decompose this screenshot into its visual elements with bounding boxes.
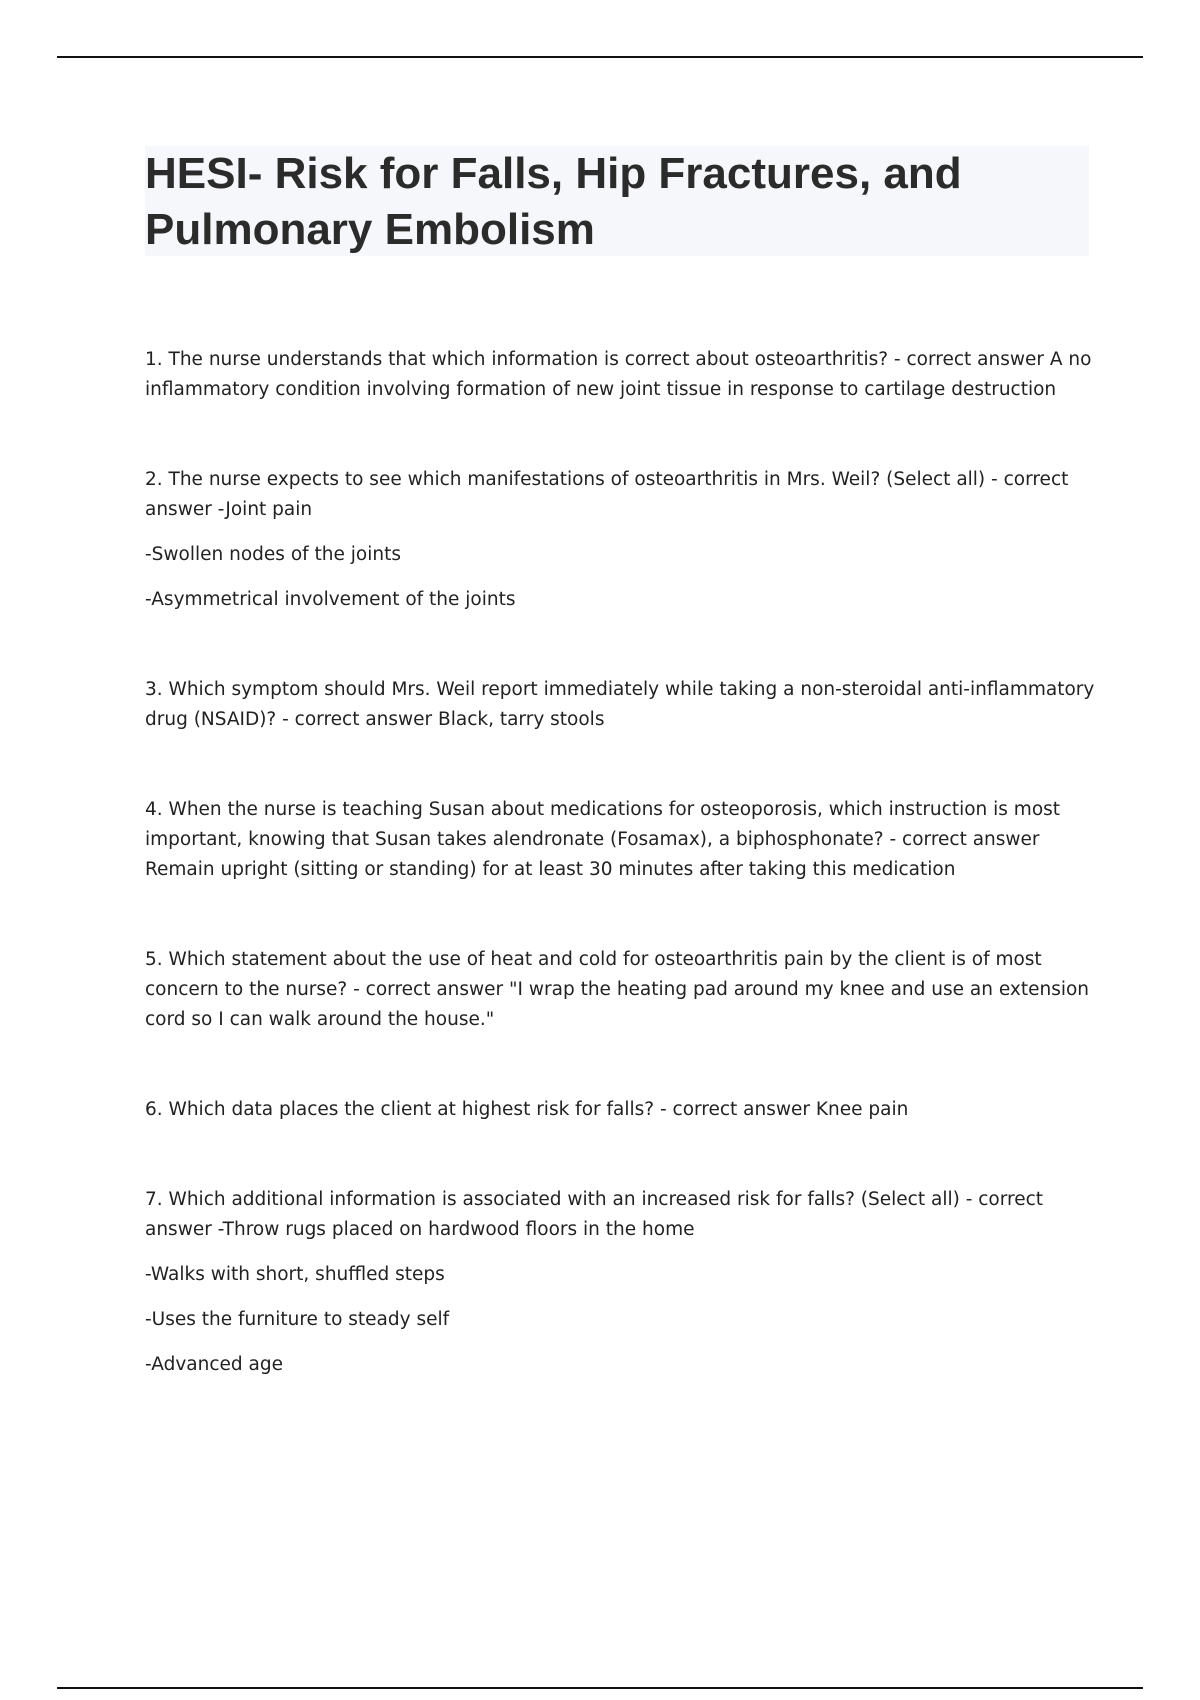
question-line: inflammatory condition involving formation of new joint tissue in response to cartilage destruction <box>145 379 1057 400</box>
question-line: 7. Which additional information is associated with an increased risk for falls? (Select all) - correct <box>145 1189 1044 1210</box>
question-2 <box>145 465 1095 615</box>
question-7 <box>145 1185 1095 1380</box>
question-line: answer -Joint pain <box>145 499 313 520</box>
question-line: cord so I can walk around the house." <box>145 1009 495 1030</box>
footer-rule <box>57 1687 1143 1689</box>
answer-item: -Swollen nodes of the joints <box>145 544 401 565</box>
question-list <box>145 345 1095 1380</box>
question-3 <box>145 675 1095 735</box>
question-5 <box>145 945 1095 1035</box>
question-line: 3. Which symptom should Mrs. Weil report immediately while taking a non-steroidal anti-inflammatory <box>145 679 1095 700</box>
header-rule <box>57 56 1143 58</box>
question-line: Remain upright (sitting or standing) for at least 30 minutes after taking this medication <box>145 859 956 880</box>
question-4 <box>145 795 1095 885</box>
question-line: 1. The nurse understands that which information is correct about osteoarthritis? - correct answer A no <box>145 349 1092 370</box>
question-6 <box>145 1095 1095 1125</box>
answer-item: -Walks with short, shuffled steps <box>145 1264 445 1285</box>
question-line: concern to the nurse? - correct answer "I wrap the heating pad around my knee and use an extension <box>145 979 1090 1000</box>
question-line: 4. When the nurse is teaching Susan about medications for osteoporosis, which instruction is most <box>145 799 1061 820</box>
document-title: HESI- Risk for Falls, Hip Fractures, and Pulmonary Embolism <box>145 149 962 254</box>
question-line: 5. Which statement about the use of heat and cold for osteoarthritis pain by the client is of most <box>145 949 1042 970</box>
question-line: 2. The nurse expects to see which manifestations of osteoarthritis in Mrs. Weil? (Select all) - correct <box>145 469 1069 490</box>
question-1 <box>145 345 1095 405</box>
question-line: 6. Which data places the client at highest risk for falls? - correct answer Knee pain <box>145 1099 909 1120</box>
answer-item: -Asymmetrical involvement of the joints <box>145 589 516 610</box>
question-line: important, knowing that Susan takes alendronate (Fosamax), a biphosphonate? - correct answer <box>145 829 1040 850</box>
answer-item: -Advanced age <box>145 1354 283 1375</box>
question-line: answer -Throw rugs placed on hardwood floors in the home <box>145 1219 695 1240</box>
question-line: drug (NSAID)? - correct answer Black, tarry stools <box>145 709 605 730</box>
answer-item: -Uses the furniture to steady self <box>145 1309 450 1330</box>
title-banner <box>145 146 1089 256</box>
